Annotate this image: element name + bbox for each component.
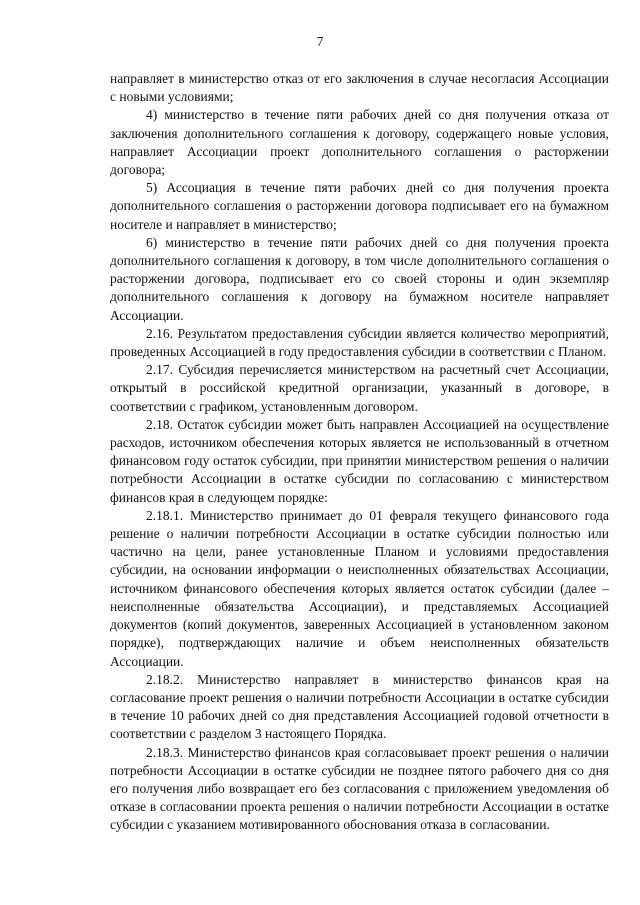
document-body	[110, 70, 609, 835]
page-number: 7	[316, 34, 324, 49]
paragraph-2-18-1: 2.18.1. Министерство принимает до 01 февраля текущего финансового года решение о наличии потребности Ассоциации в остатке субсидии полностью или частично на цели, ранее установленные Планом и условиями предоставления субсидии, на основании информации о неисполненных обязательствах Ассоциации, источником финансового обеспечения которых является остаток субсидии (далее – неисполненные обязательства Ассоциации), и представляемых Ассоциацией документов (копий документов, заверенных Ассоциацией в установленном законом порядке), подтверждающих наличие и объем неисполненных обязательств Ассоциации.	[110, 507, 609, 669]
paragraph-2-16: 2.16. Результатом предоставления субсидии является количество мероприятий, проведенных Ассоциацией в году предоставления субсидии в соответствии с Планом.	[110, 325, 609, 360]
paragraph-2-18-2: 2.18.2. Министерство направляет в министерство финансов края на согласование проект решения о наличии потребности Ассоциации в остатке субсидии в течение 10 рабочих дней со дня представления Ассоциацией годовой отчетности в соответствии с разделом 3 настоящего Порядка.	[110, 671, 609, 742]
paragraph-continuation: направляет в министерство отказ от его заключения в случае несогласия Ассоциации с новыми условиями;	[110, 71, 609, 105]
paragraph-2-18: 2.18. Остаток субсидии может быть направлен Ассоциацией на осуществление расходов, источником обеспечения которых является не использованный в отчетном финансовом году остаток субсидии, при принятии министерством решения о наличии потребности Ассоциации в остатке субсидии по согласованию с министерством финансов края в следующем порядке:	[110, 416, 609, 505]
paragraph-item-6: 6) министерство в течение пяти рабочих дней со дня получения проекта дополнительного соглашения к договору, в том числе дополнительного соглашения о расторжении договора, подписывает его со своей стороны и один экземпляр дополнительного соглашения к договору на бумажном носителе направляет Ассоциации.	[110, 234, 609, 323]
paragraph-2-18-3: 2.18.3. Министерство финансов края согласовывает проект решения о наличии потребности Ассоциации в остатке субсидии не позднее пятого рабочего дня со дня его получения либо возвращает его без согласования с приложением уведомления об отказе в согласовании проекта решения о наличии потребности Ассоциации в остатке субсидии с указанием мотивированного обоснования отказа в согласовании.	[110, 744, 609, 833]
paragraph-2-17: 2.17. Субсидия перечисляется министерством на расчетный счет Ассоциации, открытый в российской кредитной организации, указанный в договоре, в соответствии с графиком, установленным договором.	[110, 362, 609, 414]
paragraph-item-4: 4) министерство в течение пяти рабочих дней со дня получения отказа от заключения дополнительного соглашения к договору, содержащего новые условия, направляет Ассоциации проект дополнительного соглашения о расторжении договора;	[110, 107, 609, 178]
paragraph-item-5: 5) Ассоциация в течение пяти рабочих дней со дня получения проекта дополнительного соглашения о расторжении договора подписывает его на бумажном носителе и направляет в министерство;	[110, 180, 609, 232]
